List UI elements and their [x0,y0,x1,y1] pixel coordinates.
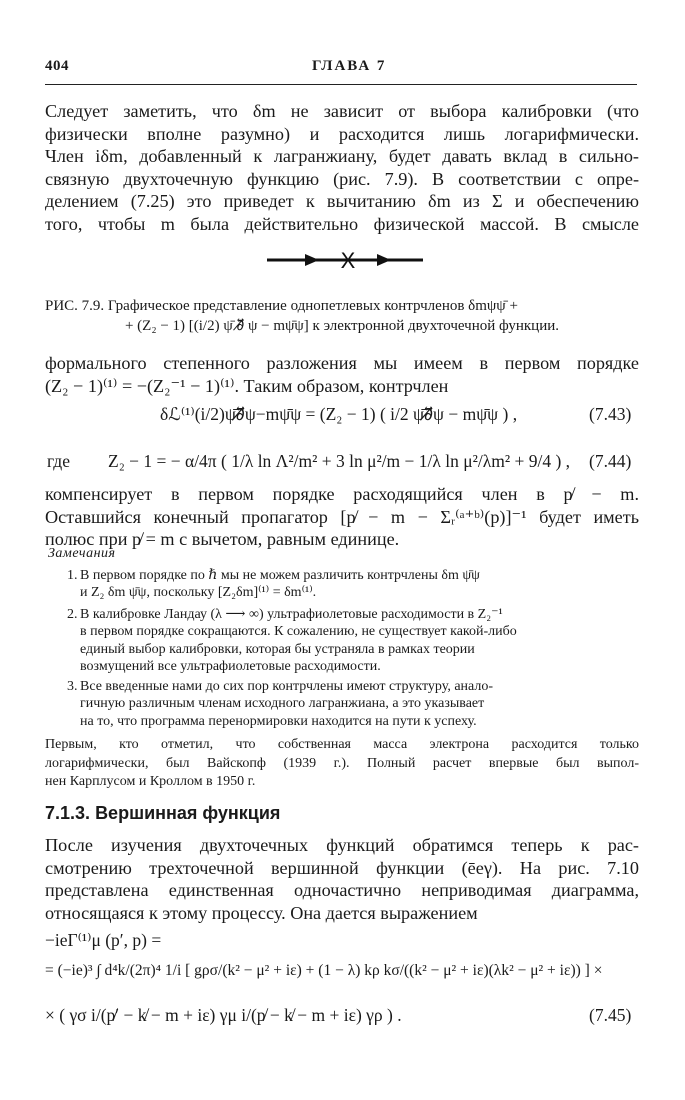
text-line: логарифмически, был Вайскопф (1939 г.). Полный расчет впервые был выпол- [45,755,639,771]
notes-title: Замечания [48,546,116,561]
text-line: Первым, кто отметил, что собственная масса электрона расходится только [45,737,639,752]
note-item [67,606,638,676]
where-label: где [47,451,70,471]
note-number: 3. [67,679,78,694]
text-line: (Z₂ − 1)⁽¹⁾ = −(Z₂⁻¹ − 1)⁽¹⁾. Таким образом, контрчлен [45,375,449,396]
text-line: полюс при p̸ = m с вычетом, равным единице. [45,529,400,550]
figure-caption [45,296,639,336]
note-line: В первом порядке по ℏ мы не можем различить контрчлены δm ψ̄ψ [80,568,480,583]
note-line: гичную различным членам исходного лагранжиана, а это указывает [80,696,485,712]
paragraph-5 [45,834,639,924]
counterterm-cross-icon: X [340,248,356,273]
equation-number: (7.44) [589,451,632,471]
note-line: на то, что программа перенормировки находится на пути к успеху. [80,713,477,729]
text-line: компенсирует в первом порядке расходящийся член в p̸ − m. [45,484,639,504]
equation-number: (7.43) [589,404,632,424]
figure-7-9-diagram [265,245,425,275]
equation-7-45-line-2: = (−ie)³ ∫ d⁴k/(2π)⁴ 1/i [ gρσ/(k² − μ² + iε) + (1 − λ) kρ kσ/((k² − μ² + iε)(λk² − μ² + iε)) ] × [45,962,603,979]
equation-7-43: δℒ⁽¹⁾(i/2)ψ̄∂̸⃡ψ−mψ̄ψ = (Z₂ − 1) ( i/2 ψ̄∂̸⃡ψ − mψ̄ψ ) , [160,404,518,424]
text-line: относящаяся к этому процессу. Она дается выражением [45,902,478,923]
text-line: формального степенного разложения мы имеем в первом порядке [45,353,639,373]
note-number: 2. [67,607,78,622]
paragraph-4 [45,736,639,792]
text-line: Следует заметить, что δm не зависит от выбора калибровки (что [45,101,639,121]
note-item [67,567,638,602]
text-line: делением (7.25) это приведет к вычитанию δm из Σ и обеспечению [45,191,639,212]
section-number: 7.1.3. [45,803,91,823]
header-rule [45,84,637,85]
equation-7-45-line-1: −ieΓ⁽¹⁾μ (p′, p) = [45,930,162,950]
note-line: В калибровке Ландау (λ ⟶ ∞) ультрафиолетовые расходимости в Z₂⁻¹ [80,607,503,622]
paragraph-3 [45,483,639,551]
text-line: представлена единственная одночастично неприводимая диаграмма, [45,880,639,901]
caption-line: + (Z₂ − 1) [(i/2) ψ̄ ∂̸⃡ ψ − mψ̄ψ] к электронной двухточечной функции. [124,318,560,334]
note-item [67,678,638,730]
text-line: После изучения двухточечных функций обратимся теперь к рас- [45,835,639,855]
note-line: и Z₂ δm ψ̄ψ, поскольку [Z₂δm]⁽¹⁾ = δm⁽¹⁾. [80,585,317,601]
page-number: 404 [45,58,69,74]
text-line: смотрению трехточечной вершинной функции (ēeγ). На рис. 7.10 [45,857,639,878]
text-line: нен Карплусом и Кроллом в 1950 г. [45,774,256,790]
paragraph-2 [45,352,639,397]
text-line: физически вполне разумно) и расходится лишь логарифмически. [45,123,639,144]
text-line: Член iδm, добавленный к лагранжиану, будет давать вклад в сильно- [45,146,639,167]
text-line: Оставшийся конечный пропагатор [p̸ − m − Σᵣ⁽ᵃ⁺ᵇ⁾(p)]⁻¹ будет иметь [45,506,639,527]
chapter-title: ГЛАВА 7 [312,58,387,74]
equation-7-45-line-3: × ( γσ i/(p̸′ − k̸ − m + iε) γμ i/(p̸ − k̸ − m + iε) γρ ) . [45,1005,402,1025]
arrow-right-icon [377,254,391,266]
section-title: Вершинная функция [95,803,281,823]
note-line: Все введенные нами до сих пор контрчлены имеют структуру, анало- [80,679,494,694]
paragraph-1 [45,100,639,236]
note-line: возмущений все ультрафиолетовые расходимости. [80,659,381,675]
caption-line: РИС. 7.9. Графическое представление однопетлевых контрчленов δmψψ̄ + [45,298,518,314]
equation-number: (7.45) [589,1005,632,1025]
note-number: 1. [67,568,78,583]
note-line: единый выбор калибровки, которая бы устраняла в рамках теории [80,641,475,657]
text-line: связную двухточечную функцию (рис. 7.9). В соответствии с опре- [45,168,639,189]
equation-7-44: Z₂ − 1 = − α/4π ( 1/λ ln Λ²/m² + 3 ln μ²/m − 1/λ ln μ²/λm² + 9/4 ) , [108,451,571,471]
arrow-left-icon [305,254,319,266]
section-heading [45,803,280,824]
text-line: того, чтобы m была действительно физической массой. В смысле [45,213,639,234]
note-line: в первом порядке сокращаются. К сожалению, не существует какой-либо [80,624,517,640]
